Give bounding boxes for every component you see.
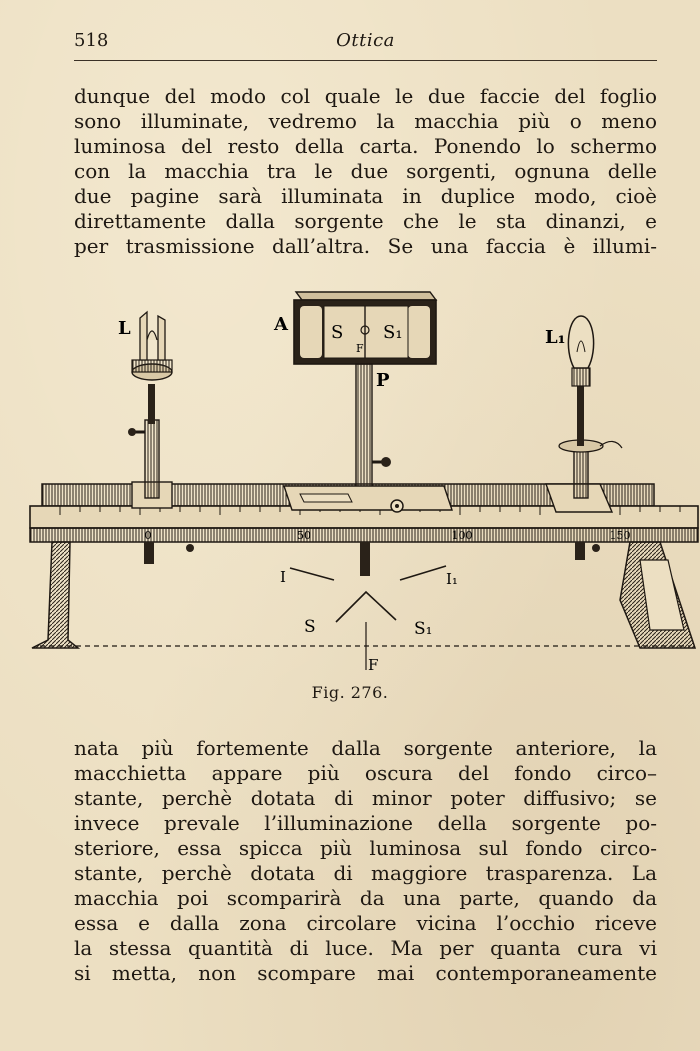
text-line: con la macchia tra le due sorgenti, ognuna delle: [74, 159, 657, 183]
page-number: 518: [74, 30, 109, 51]
text-line: macchia poi scomparirà da una parte, quando da: [74, 886, 657, 910]
page-header: [74, 30, 657, 61]
text-line: due pagine sarà illuminata in duplice modo, cioè: [74, 184, 657, 208]
label-S: S: [331, 322, 344, 343]
ray-diagram: [40, 566, 690, 674]
label-P: P: [376, 370, 390, 391]
label-F-screen: F: [356, 342, 364, 355]
label-F-diagram: F: [368, 656, 379, 674]
text-line: per trasmissione dall’altra. Se una faccia è illumi-: [74, 234, 657, 258]
text-line: luminosa del resto della carta. Ponendo lo schermo: [74, 134, 657, 158]
text-line: dunque del modo col quale le due faccie del foglio: [74, 84, 657, 108]
paragraph-top: [74, 84, 657, 259]
figure-276-photometer: [0, 280, 700, 690]
label-I: I: [280, 568, 286, 586]
label-L: L: [118, 318, 131, 339]
text-line: si metta, non scompare mai contemporaneamente: [74, 961, 657, 985]
text-line: macchietta appare più oscura del fondo circo–: [74, 761, 657, 785]
label-I1: I₁: [446, 570, 458, 588]
right-lamp-stand: [545, 316, 622, 512]
label-S1-diagram: S₁: [414, 619, 433, 639]
running-title: Ottica: [336, 30, 395, 51]
text-line: stante, perchè dotata di maggiore trasparenza. La: [74, 861, 657, 885]
scale-mark: 100: [451, 529, 473, 542]
text-line: direttamente dalla sorgente che le sta dinanzi, e: [74, 209, 657, 233]
text-line: nata più fortemente dalla sorgente anteriore, la: [74, 736, 657, 760]
scale-mark: 0: [144, 529, 152, 542]
text-line: steriore, essa spicca più luminosa sul fondo circo-: [74, 836, 657, 860]
text-line: sono illuminate, vedremo la macchia più o meno: [74, 109, 657, 133]
paragraph-bottom: [74, 736, 657, 986]
text-line: stante, perchè dotata di minor poter diffusivo; se: [74, 786, 657, 810]
label-L1: L₁: [545, 327, 566, 348]
left-lamp-stand: [118, 312, 172, 508]
text-line: essa e dalla zona circolare vicina l’occhio riceve: [74, 911, 657, 935]
photometer-screen-box: [273, 292, 452, 512]
figure-caption: Fig. 276.: [311, 683, 389, 702]
label-S-diagram: S: [304, 617, 316, 637]
scale-mark: 150: [609, 529, 631, 542]
label-S1-screen: S₁: [383, 322, 403, 343]
label-A: A: [274, 314, 288, 335]
text-line: invece prevale l’illuminazione della sorgente po-: [74, 811, 657, 835]
text-line: la stessa quantità di luce. Ma per quanta cura vi: [74, 936, 657, 960]
scale-mark: 50: [297, 529, 311, 542]
